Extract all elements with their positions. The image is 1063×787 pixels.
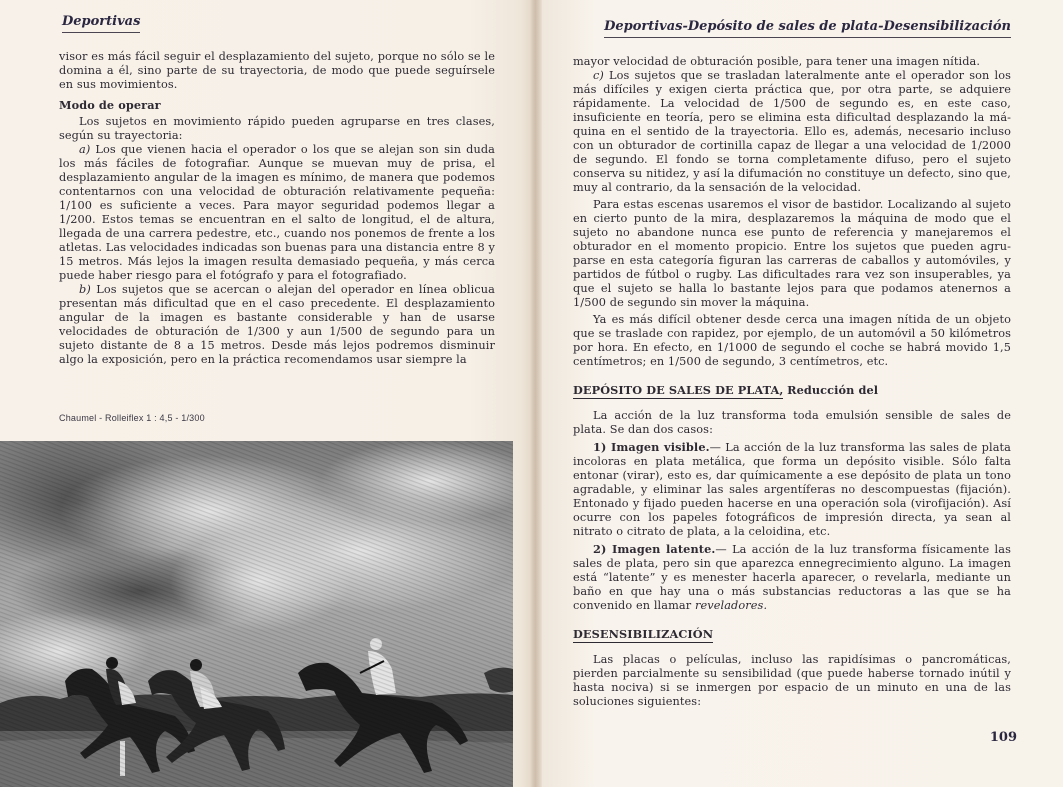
paragraph-automovil: Ya es más difícil obtener desde cerca una imagen nítida de un objeto que se traslade con rapidez, por ejemplo, de un automóvil a 50 kilómetros por hora. En efecto, en 1/1000 de segundo el coche se habrá movido 1,5 centímetros; en 1/500 de segundo, 3 centímetros, etc. (573, 313, 1011, 368)
item-c-text: Los sujetos que se trasladan lateralmente ante el operador son los más difíciles y exigen cierta práctica que, por otra parte, se adquiere rápidamente. La velocidad de 1/500 de segundo es, en este caso, insuficiente en teoría, pero se elimina esta dificultad desplazando la máquina en el sentido de la trayectoria. Ello es, además, necesario incluso con un obturador de cortinilla capaz de llegar a una velocidad de 1/2000 de segundo. El fondo se torna completamente difuso, pero el sujeto conserva su nitidez, y así la difumación no constituye un defecto, sino que, muy al contrario, da la sensación de la velocidad. (573, 69, 1011, 194)
section-heading-desensibilizacion: DESENSIBILIZACIÓN (573, 627, 714, 641)
section-heading-deposito-rest: Reducción del (787, 383, 879, 397)
section-heading-desensibilizacion-wrap (573, 627, 1011, 643)
left-running-head: Deportivas (62, 14, 140, 33)
paragraph-desensibilizacion: Las placas o películas, incluso las rapidísimas o pancromáticas, pierden parcialmente su sensibilidad (que puede haberse tornado inútil y hasta nociva) si se inmergen por espacio de un minuto en una de las soluciones siguientes: (573, 653, 1011, 708)
item-b-label: b) (79, 283, 91, 296)
horse-race-photo (0, 441, 513, 787)
paragraph-imagen-visible (573, 440, 1011, 539)
right-running-head: Deportivas-Depósito de sales de plata-Desensibilización (604, 19, 1011, 38)
item-b-text: Los sujetos que se acercan o alejan del operador en línea oblicua presentan más dificultad que en el caso precedente. El desplazamiento angular de la imagen es bastante considerable y han de usarse velocidades de obturación de 1/300 y aun 1/500 de segundo para un sujeto distante de 8 a 15 metros. Desde más lejos podremos disminuir algo la exposición, pero en la práctica recomendamos usar siempre la (59, 283, 495, 366)
right-page (542, 0, 1063, 787)
section-heading-deposito-wrap (573, 383, 1011, 399)
page-number: 109 (989, 730, 1017, 745)
item-c-label: c) (593, 69, 604, 82)
paragraph-a (59, 143, 495, 283)
case-2-label: 2) Imagen latente. (593, 542, 716, 556)
case-1-text: — La acción de la luz transforma las sales de plata incoloras en plata metálica, que forma un depósito visible. Sólo falta entonar (virar), esto es, dar químicamente a ese depósito de plata un tono agradable, y eliminar las sales argentíferas no descompuestas (fijación). Entonado y fijado pueden hacerse en una operación sola (virofijación). Así ocurre con los papeles fotográficos de impresión directa, ya sean al nitrato o citrato de plata, a la celoidina, etc. (573, 441, 1012, 538)
section-heading-deposito: DEPÓSITO DE SALES DE PLATA, (573, 383, 784, 397)
left-page-body (59, 50, 495, 367)
right-page-body (573, 55, 1011, 709)
photo-caption: Chaumel - Rolleiflex 1 : 4,5 - 1/300 (59, 413, 205, 423)
subheading-modo-de-operar: Modo de operar (59, 98, 161, 112)
case-1-label: 1) Imagen visible. (593, 440, 710, 454)
paragraph-imagen-latente (573, 542, 1011, 613)
book-spine (530, 0, 542, 787)
paragraph-continuation: mayor velocidad de obturación posible, para tener una imagen nítida. (573, 55, 981, 68)
paragraph-b (59, 283, 495, 367)
paragraph-c (573, 69, 1011, 195)
case-2-text: — La acción de la luz transforma físicamente las sales de plata, pero sin que aparezca ennegrecimiento alguno. La imagen está “latente” y es menester hacerla aparecer, o revelarla, mediante un baño en que hay una o más substancias reductoras a las que se ha convenido en llamar (573, 543, 1011, 612)
item-a-text: Los que vienen hacia el operador o los que se alejan son sin duda los más fáciles de fotografiar. Aunque se muevan muy de prisa, el desplazamiento angular de la imagen es mínimo, de manera que podemos contentarnos con una velocidad de obturación relativamente pequeña: 1/100 es suficiente a veces. Para mayor seguridad podemos llegar a 1/200. Estos temas se encuentran en el salto de longitud, el de altura, llegada de una carrera pedestre, etc., cuando nos ponemos de frente a los atletas. Las velocidades indicadas son buenas para una distancia entre 8 y 15 metros. Más lejos la imagen resulta demasiado pequeña, y más cerca puede haber riesgo para el fotógrafo y para el fotografiado. (59, 143, 495, 282)
case-2-italic-term: reveladores. (694, 599, 768, 612)
paragraph-accion: La acción de la luz transforma toda emulsión sensible de sales de plata. Se dan dos casos: (573, 409, 1011, 436)
intro-paragraph: visor es más fácil seguir el desplazamiento del sujeto, porque no sólo se le domina a él, sino parte de su trayectoria, de modo que puede seguírsele en sus movimientos. (59, 50, 495, 91)
left-page (0, 0, 530, 787)
paragraph-visor: Para estas escenas usaremos el visor de bastidor. Localizando al sujeto en cierto punto de la mira, desplazaremos la máquina de modo que el sujeto no abandone nunca ese punto de referencia y manejaremos el obturador en el momento propicio. Entre los sujetos que pueden agruparse en esta categoría figuran las carreras de caballos y automóviles, y partidos de fútbol o rugby. Las dificultades rara vez son insuperables, ya que el sujeto se halla lo bastante lejos para que podamos atenernos a 1/500 de segundo sin mover la máquina. (573, 198, 1011, 309)
paragraph-clases: Los sujetos en movimiento rápido pueden agruparse en tres clases, según su trayectoria: (59, 115, 495, 142)
item-a-label: a) (79, 143, 91, 156)
